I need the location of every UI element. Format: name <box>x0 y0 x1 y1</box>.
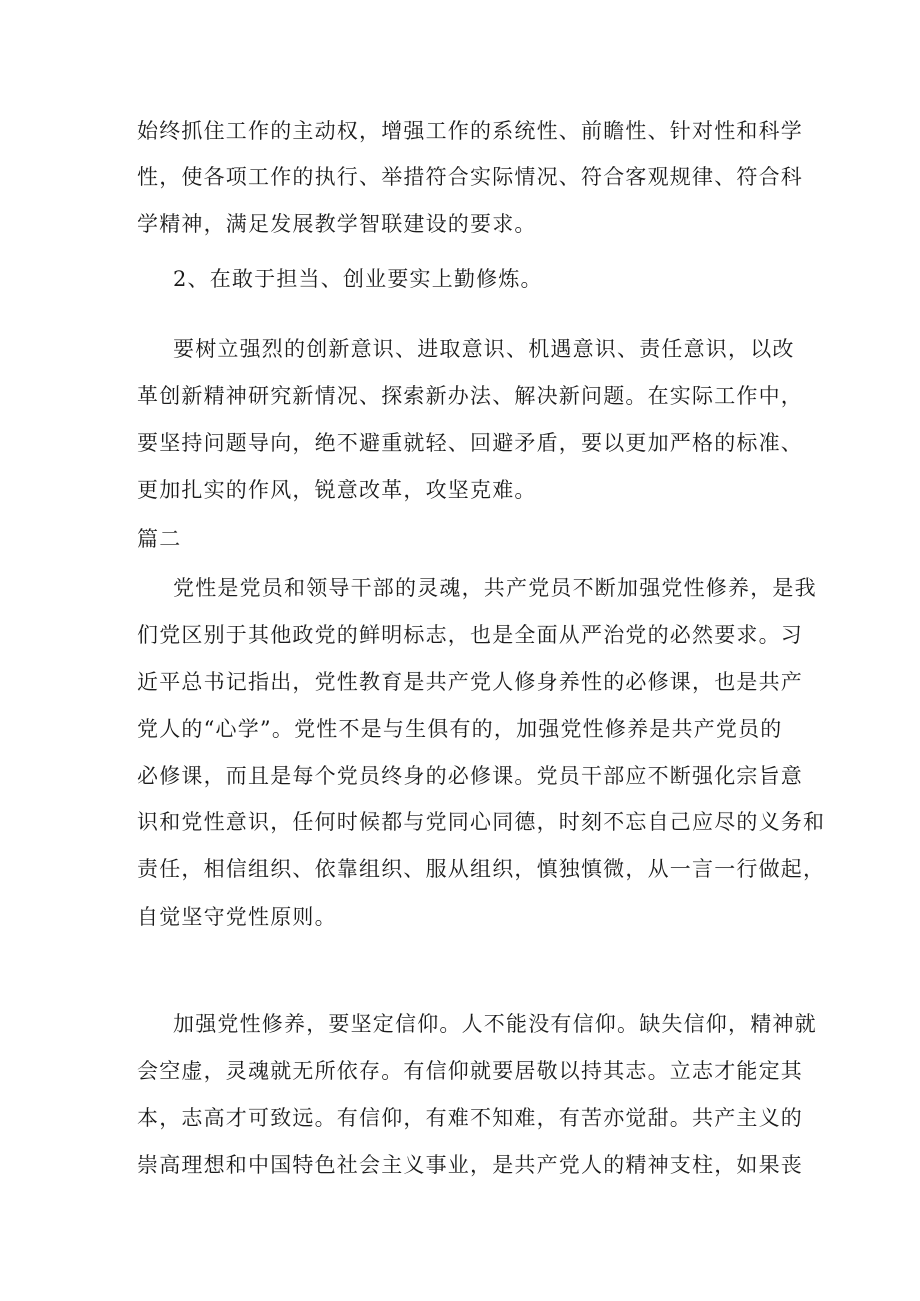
text-line: 必修课，而且是每个党员终身的必修课。党员干部应不断强化宗旨意 <box>137 764 803 788</box>
text-line: 要坚持问题导向，绝不避重就轻、回避矛盾，要以更加严格的标准、 <box>137 431 803 455</box>
text-line: 近平总书记指出，党性教育是共产党人修身养性的必修课，也是共产 <box>137 670 803 694</box>
text-line: 性，使各项工作的执行、举措符合实际情况、符合客观规律、符合科 <box>137 165 803 189</box>
chapter-heading: 篇二 <box>137 527 182 551</box>
text-line: 会空虚，灵魂就无所依存。有信仰就要居敬以持其志。立志才能定其 <box>137 1059 803 1083</box>
text-line: 自觉坚守党性原则。 <box>137 905 337 929</box>
text-line: 学精神，满足发展教学智联建设的要求。 <box>137 212 537 236</box>
text-line: 识和党性意识，任何时候都与党同心同德，时刻不忘自己应尽的义务和 <box>137 810 826 834</box>
text-line: 要树立强烈的创新意识、进取意识、机遇意识、责任意识，以改 <box>173 337 795 361</box>
text-line: 本，志高才可致远。有信仰，有难不知难，有苦亦觉甜。共产主义的 <box>137 1106 803 1130</box>
section-heading: 2、在敢于担当、创业要实上勤修炼。 <box>173 267 543 291</box>
text-line: 更加扎实的作风，锐意改革，攻坚克难。 <box>137 478 537 502</box>
text-line: 们党区别于其他政党的鲜明标志，也是全面从严治党的必然要求。习 <box>137 623 803 647</box>
text-line: 革创新精神研究新情况、探索新办法、解决新问题。在实际工作中， <box>137 384 803 408</box>
text-line: 党人的“心学”。党性不是与生俱有的，加强党性修养是共产党员的 <box>137 717 783 741</box>
text-line: 崇高理想和中国特色社会主义事业，是共产党人的精神支柱，如果丧 <box>137 1153 803 1177</box>
text-line: 党性是党员和领导干部的灵魂，共产党员不断加强党性修养，是我 <box>173 576 817 600</box>
text-line: 加强党性修养，要坚定信仰。人不能没有信仰。缺失信仰，精神就 <box>173 1012 817 1036</box>
text-line: 责任，相信组织、依靠组织、服从组织，慎独慎微，从一言一行做起， <box>137 857 826 881</box>
text-line: 始终抓住工作的主动权，增强工作的系统性、前瞻性、针对性和科学 <box>137 119 803 143</box>
